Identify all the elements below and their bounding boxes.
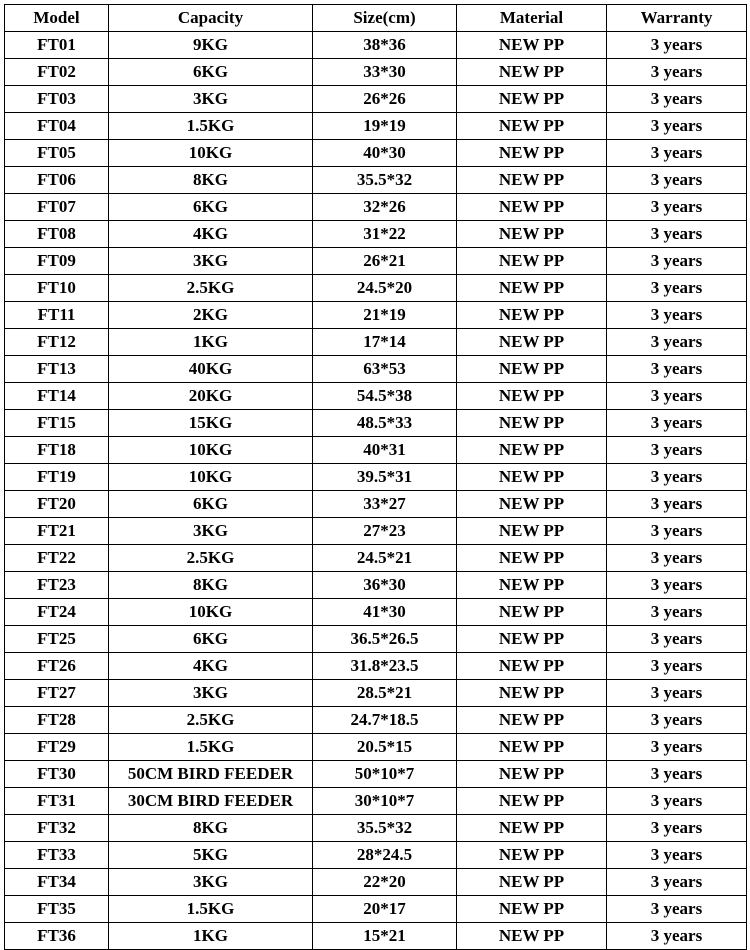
cell-warranty: 3 years bbox=[607, 491, 747, 518]
cell-size: 48.5*33 bbox=[313, 410, 457, 437]
cell-model: FT27 bbox=[5, 680, 109, 707]
cell-warranty: 3 years bbox=[607, 761, 747, 788]
cell-size: 30*10*7 bbox=[313, 788, 457, 815]
cell-warranty: 3 years bbox=[607, 113, 747, 140]
table-row bbox=[5, 626, 747, 653]
cell-material: NEW PP bbox=[457, 167, 607, 194]
cell-model: FT22 bbox=[5, 545, 109, 572]
cell-warranty: 3 years bbox=[607, 518, 747, 545]
cell-material: NEW PP bbox=[457, 545, 607, 572]
cell-warranty: 3 years bbox=[607, 221, 747, 248]
cell-warranty: 3 years bbox=[607, 248, 747, 275]
cell-warranty: 3 years bbox=[607, 869, 747, 896]
table-row bbox=[5, 59, 747, 86]
cell-capacity: 6KG bbox=[109, 491, 313, 518]
table-row bbox=[5, 734, 747, 761]
cell-material: NEW PP bbox=[457, 761, 607, 788]
cell-size: 24.7*18.5 bbox=[313, 707, 457, 734]
cell-warranty: 3 years bbox=[607, 140, 747, 167]
cell-capacity: 40KG bbox=[109, 356, 313, 383]
cell-size: 54.5*38 bbox=[313, 383, 457, 410]
cell-capacity: 9KG bbox=[109, 32, 313, 59]
cell-model: FT34 bbox=[5, 869, 109, 896]
cell-model: FT28 bbox=[5, 707, 109, 734]
cell-material: NEW PP bbox=[457, 59, 607, 86]
table-row bbox=[5, 410, 747, 437]
table-row bbox=[5, 707, 747, 734]
cell-material: NEW PP bbox=[457, 221, 607, 248]
cell-material: NEW PP bbox=[457, 707, 607, 734]
cell-model: FT32 bbox=[5, 815, 109, 842]
cell-size: 31*22 bbox=[313, 221, 457, 248]
cell-warranty: 3 years bbox=[607, 653, 747, 680]
cell-size: 63*53 bbox=[313, 356, 457, 383]
cell-size: 31.8*23.5 bbox=[313, 653, 457, 680]
cell-capacity: 10KG bbox=[109, 464, 313, 491]
cell-size: 28.5*21 bbox=[313, 680, 457, 707]
table-row bbox=[5, 788, 747, 815]
cell-warranty: 3 years bbox=[607, 437, 747, 464]
table-row bbox=[5, 329, 747, 356]
cell-warranty: 3 years bbox=[607, 464, 747, 491]
cell-material: NEW PP bbox=[457, 788, 607, 815]
cell-capacity: 8KG bbox=[109, 167, 313, 194]
cell-model: FT10 bbox=[5, 275, 109, 302]
cell-model: FT31 bbox=[5, 788, 109, 815]
cell-capacity: 10KG bbox=[109, 599, 313, 626]
cell-model: FT30 bbox=[5, 761, 109, 788]
table-row bbox=[5, 437, 747, 464]
cell-size: 35.5*32 bbox=[313, 167, 457, 194]
cell-warranty: 3 years bbox=[607, 86, 747, 113]
cell-material: NEW PP bbox=[457, 32, 607, 59]
cell-capacity: 2.5KG bbox=[109, 707, 313, 734]
table-row bbox=[5, 923, 747, 950]
cell-capacity: 4KG bbox=[109, 653, 313, 680]
table-row bbox=[5, 383, 747, 410]
cell-capacity: 1.5KG bbox=[109, 734, 313, 761]
table-row bbox=[5, 815, 747, 842]
cell-material: NEW PP bbox=[457, 275, 607, 302]
cell-model: FT15 bbox=[5, 410, 109, 437]
cell-material: NEW PP bbox=[457, 626, 607, 653]
cell-size: 50*10*7 bbox=[313, 761, 457, 788]
cell-material: NEW PP bbox=[457, 572, 607, 599]
cell-model: FT21 bbox=[5, 518, 109, 545]
cell-capacity: 6KG bbox=[109, 194, 313, 221]
table-row bbox=[5, 491, 747, 518]
cell-size: 19*19 bbox=[313, 113, 457, 140]
cell-model: FT29 bbox=[5, 734, 109, 761]
header-warranty: Warranty bbox=[607, 5, 747, 32]
cell-material: NEW PP bbox=[457, 86, 607, 113]
cell-material: NEW PP bbox=[457, 302, 607, 329]
cell-material: NEW PP bbox=[457, 437, 607, 464]
cell-model: FT07 bbox=[5, 194, 109, 221]
cell-warranty: 3 years bbox=[607, 383, 747, 410]
cell-capacity: 6KG bbox=[109, 626, 313, 653]
cell-size: 33*27 bbox=[313, 491, 457, 518]
table-row bbox=[5, 761, 747, 788]
cell-capacity: 3KG bbox=[109, 248, 313, 275]
table-row bbox=[5, 518, 747, 545]
cell-capacity: 1.5KG bbox=[109, 113, 313, 140]
cell-material: NEW PP bbox=[457, 869, 607, 896]
cell-warranty: 3 years bbox=[607, 896, 747, 923]
table-row bbox=[5, 572, 747, 599]
cell-model: FT05 bbox=[5, 140, 109, 167]
cell-material: NEW PP bbox=[457, 356, 607, 383]
cell-model: FT33 bbox=[5, 842, 109, 869]
cell-warranty: 3 years bbox=[607, 167, 747, 194]
cell-warranty: 3 years bbox=[607, 275, 747, 302]
cell-size: 32*26 bbox=[313, 194, 457, 221]
cell-model: FT01 bbox=[5, 32, 109, 59]
header-material: Material bbox=[457, 5, 607, 32]
cell-material: NEW PP bbox=[457, 815, 607, 842]
cell-warranty: 3 years bbox=[607, 329, 747, 356]
cell-model: FT13 bbox=[5, 356, 109, 383]
cell-capacity: 10KG bbox=[109, 437, 313, 464]
cell-warranty: 3 years bbox=[607, 572, 747, 599]
table-row bbox=[5, 167, 747, 194]
cell-warranty: 3 years bbox=[607, 788, 747, 815]
cell-model: FT36 bbox=[5, 923, 109, 950]
cell-model: FT14 bbox=[5, 383, 109, 410]
cell-capacity: 1.5KG bbox=[109, 896, 313, 923]
cell-model: FT24 bbox=[5, 599, 109, 626]
cell-capacity: 15KG bbox=[109, 410, 313, 437]
cell-warranty: 3 years bbox=[607, 59, 747, 86]
cell-material: NEW PP bbox=[457, 491, 607, 518]
cell-capacity: 3KG bbox=[109, 869, 313, 896]
table-row bbox=[5, 653, 747, 680]
cell-capacity: 8KG bbox=[109, 815, 313, 842]
cell-capacity: 5KG bbox=[109, 842, 313, 869]
cell-capacity: 3KG bbox=[109, 86, 313, 113]
table-row bbox=[5, 599, 747, 626]
cell-material: NEW PP bbox=[457, 113, 607, 140]
cell-model: FT26 bbox=[5, 653, 109, 680]
cell-material: NEW PP bbox=[457, 518, 607, 545]
cell-warranty: 3 years bbox=[607, 680, 747, 707]
cell-material: NEW PP bbox=[457, 896, 607, 923]
cell-warranty: 3 years bbox=[607, 302, 747, 329]
cell-warranty: 3 years bbox=[607, 923, 747, 950]
cell-size: 26*26 bbox=[313, 86, 457, 113]
cell-size: 24.5*21 bbox=[313, 545, 457, 572]
cell-model: FT20 bbox=[5, 491, 109, 518]
cell-material: NEW PP bbox=[457, 194, 607, 221]
cell-warranty: 3 years bbox=[607, 734, 747, 761]
table-row bbox=[5, 896, 747, 923]
cell-size: 27*23 bbox=[313, 518, 457, 545]
table-row bbox=[5, 356, 747, 383]
cell-model: FT04 bbox=[5, 113, 109, 140]
cell-capacity: 10KG bbox=[109, 140, 313, 167]
cell-warranty: 3 years bbox=[607, 32, 747, 59]
table-row bbox=[5, 194, 747, 221]
cell-size: 17*14 bbox=[313, 329, 457, 356]
cell-model: FT35 bbox=[5, 896, 109, 923]
table-row bbox=[5, 302, 747, 329]
cell-warranty: 3 years bbox=[607, 410, 747, 437]
cell-model: FT23 bbox=[5, 572, 109, 599]
cell-model: FT03 bbox=[5, 86, 109, 113]
table-row bbox=[5, 842, 747, 869]
cell-capacity: 30CM BIRD FEEDER bbox=[109, 788, 313, 815]
cell-warranty: 3 years bbox=[607, 545, 747, 572]
cell-capacity: 2.5KG bbox=[109, 545, 313, 572]
table-row bbox=[5, 86, 747, 113]
cell-model: FT02 bbox=[5, 59, 109, 86]
cell-material: NEW PP bbox=[457, 464, 607, 491]
table-body bbox=[5, 32, 747, 950]
table-row bbox=[5, 140, 747, 167]
cell-size: 20*17 bbox=[313, 896, 457, 923]
cell-capacity: 50CM BIRD FEEDER bbox=[109, 761, 313, 788]
cell-model: FT06 bbox=[5, 167, 109, 194]
table-row bbox=[5, 680, 747, 707]
cell-model: FT08 bbox=[5, 221, 109, 248]
cell-warranty: 3 years bbox=[607, 707, 747, 734]
cell-warranty: 3 years bbox=[607, 356, 747, 383]
cell-model: FT19 bbox=[5, 464, 109, 491]
cell-capacity: 1KG bbox=[109, 923, 313, 950]
cell-model: FT12 bbox=[5, 329, 109, 356]
cell-warranty: 3 years bbox=[607, 194, 747, 221]
cell-warranty: 3 years bbox=[607, 815, 747, 842]
cell-material: NEW PP bbox=[457, 329, 607, 356]
cell-size: 39.5*31 bbox=[313, 464, 457, 491]
cell-capacity: 8KG bbox=[109, 572, 313, 599]
cell-capacity: 2.5KG bbox=[109, 275, 313, 302]
header-capacity: Capacity bbox=[109, 5, 313, 32]
cell-material: NEW PP bbox=[457, 140, 607, 167]
cell-capacity: 4KG bbox=[109, 221, 313, 248]
table-header-row bbox=[5, 5, 747, 32]
cell-material: NEW PP bbox=[457, 410, 607, 437]
table-row bbox=[5, 248, 747, 275]
cell-material: NEW PP bbox=[457, 734, 607, 761]
cell-capacity: 20KG bbox=[109, 383, 313, 410]
cell-model: FT18 bbox=[5, 437, 109, 464]
cell-capacity: 3KG bbox=[109, 518, 313, 545]
cell-warranty: 3 years bbox=[607, 626, 747, 653]
table-row bbox=[5, 221, 747, 248]
cell-capacity: 3KG bbox=[109, 680, 313, 707]
header-size: Size(cm) bbox=[313, 5, 457, 32]
cell-capacity: 6KG bbox=[109, 59, 313, 86]
cell-size: 40*30 bbox=[313, 140, 457, 167]
table-row bbox=[5, 275, 747, 302]
table-row bbox=[5, 545, 747, 572]
cell-material: NEW PP bbox=[457, 653, 607, 680]
cell-size: 41*30 bbox=[313, 599, 457, 626]
cell-size: 36*30 bbox=[313, 572, 457, 599]
table-row bbox=[5, 869, 747, 896]
header-model: Model bbox=[5, 5, 109, 32]
product-spec-table bbox=[4, 4, 747, 950]
table-row bbox=[5, 113, 747, 140]
cell-capacity: 1KG bbox=[109, 329, 313, 356]
cell-size: 20.5*15 bbox=[313, 734, 457, 761]
cell-capacity: 2KG bbox=[109, 302, 313, 329]
cell-size: 38*36 bbox=[313, 32, 457, 59]
cell-size: 24.5*20 bbox=[313, 275, 457, 302]
table-row bbox=[5, 32, 747, 59]
cell-material: NEW PP bbox=[457, 680, 607, 707]
cell-size: 28*24.5 bbox=[313, 842, 457, 869]
table-row bbox=[5, 464, 747, 491]
cell-model: FT09 bbox=[5, 248, 109, 275]
cell-size: 15*21 bbox=[313, 923, 457, 950]
cell-size: 21*19 bbox=[313, 302, 457, 329]
cell-material: NEW PP bbox=[457, 248, 607, 275]
cell-material: NEW PP bbox=[457, 842, 607, 869]
cell-size: 33*30 bbox=[313, 59, 457, 86]
cell-material: NEW PP bbox=[457, 923, 607, 950]
cell-material: NEW PP bbox=[457, 599, 607, 626]
cell-material: NEW PP bbox=[457, 383, 607, 410]
cell-size: 35.5*32 bbox=[313, 815, 457, 842]
cell-size: 22*20 bbox=[313, 869, 457, 896]
cell-warranty: 3 years bbox=[607, 842, 747, 869]
cell-model: FT25 bbox=[5, 626, 109, 653]
cell-size: 36.5*26.5 bbox=[313, 626, 457, 653]
cell-size: 40*31 bbox=[313, 437, 457, 464]
cell-model: FT11 bbox=[5, 302, 109, 329]
cell-warranty: 3 years bbox=[607, 599, 747, 626]
cell-size: 26*21 bbox=[313, 248, 457, 275]
